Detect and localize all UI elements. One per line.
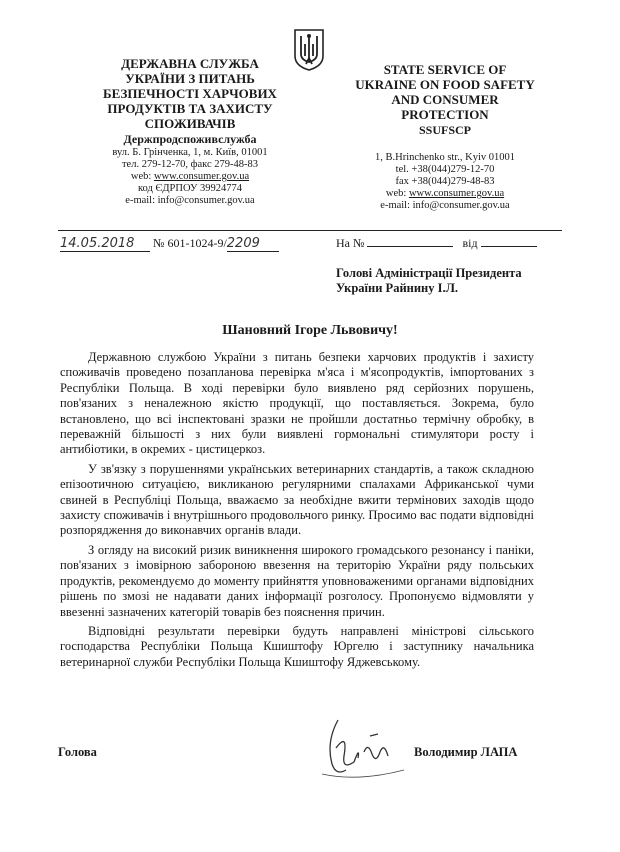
- vid-label: від: [462, 236, 478, 250]
- vid-date-blank: [481, 246, 537, 247]
- signatory-name: Володимир ЛАПА: [414, 745, 518, 759]
- org-name-ua: ДЕРЖАВНА СЛУЖБА УКРАЇНИ З ПИТАНЬ БЕЗПЕЧНОСТІ ХАРЧОВИХ ПРОДУКТІВ ТА ЗАХИСТУ СПОЖИВАЧІВ: [103, 56, 277, 131]
- fax-en: fax +38(044)279-48-83: [395, 176, 495, 187]
- web-label: web:: [130, 171, 154, 182]
- body-paragraph: У зв'язку з порушеннями українських ветеринарних стандартів, а також складною епізоотичною ситуацією, викликаною регулярними спалахами Африканської чуми свиней в Республіці Польща, вважаємо за необхідне вжити термінових заходів щодо захисту споживачів і внутрішнього продовольчого ринку. Просимо вас подати відповідні розпорядження до виконавчих органів влади.: [60, 461, 534, 538]
- org-short-name-en: SSUFSCP: [418, 123, 471, 137]
- address-en: 1, B.Hrinchenko str., Kyiv 01001: [375, 152, 515, 163]
- body-paragraph: З огляду на високий ризик виникнення широкого громадського резонансу і паніки, пов'язаних з імовірною забороною ввезення на територію України ряду польських продуктів, рекомендуємо до моменту прийняття уповноваженими органами відповідних рішень по змозі не надавати даних інформації розголосу. Пропонуємо відмовляти у ввезенні зазначених категорій товарів без пояснення причин.: [60, 542, 534, 619]
- email-en: e-mail: info@consumer.gov.ua: [380, 200, 510, 211]
- phone-fax-ua: тел. 279-12-70, факс 279-48-83: [121, 159, 259, 170]
- body-paragraph: Відповідні результати перевірки будуть направлені міністрові сільського господарства Республіки Польща Кшиштофу Юргелю і заступнику начальника ветеринарної служби Республіки Польща Кшиштофу Яджевському.: [60, 623, 534, 669]
- email-ua: e-mail: info@consumer.gov.ua: [125, 195, 255, 206]
- na-number-blank: [367, 246, 453, 247]
- web-link[interactable]: www.consumer.gov.ua: [153, 171, 250, 182]
- registration-number: 2209: [227, 236, 279, 252]
- na-label: На №: [336, 236, 365, 250]
- letter-body: [60, 350, 534, 674]
- web-ua: [60, 171, 320, 183]
- address-ua: вул. Б. Грінченка, 1, м. Київ, 01001: [112, 147, 268, 158]
- org-name-en: STATE SERVICE OF UKRAINE ON FOOD SAFETY AND CONSUMER PROTECTION: [355, 62, 535, 122]
- signatory-title: Голова: [58, 745, 97, 759]
- web-label: web:: [385, 188, 409, 199]
- web-link[interactable]: www.consumer.gov.ua: [408, 188, 505, 199]
- incoming-reference: [336, 236, 537, 251]
- registration-date: 14.05.2018: [60, 236, 150, 252]
- web-en: [350, 188, 540, 200]
- handwritten-signature-icon: [318, 712, 408, 784]
- letterhead-english: [350, 62, 540, 212]
- registration-number-prefix: № 601-1024-9/: [153, 236, 227, 250]
- tel-en: tel. +38(044)279-12-70: [395, 164, 495, 175]
- letterhead-ukrainian: [60, 56, 320, 207]
- recipient: Голові Адміністрації Президента України Райнину І.Л.: [336, 266, 522, 295]
- header-divider: [58, 230, 562, 231]
- edrpou-code: код ЄДРПОУ 39924774: [137, 183, 243, 194]
- outgoing-registration: [60, 236, 279, 252]
- body-paragraph: Державною службою України з питань безпеки харчових продуктів і захисту споживачів проведено позапланова перевірка м'яса і м'ясопродуктів, імпортованих з Республіки Польща. В ході перевірки було виявлено ряд серйозних порушень, пов'язаних з неналежною якістю продукції, що поставляється. Зокрема, було встановлено, що всі інспектовані зразки не пройшли достатньо термічну обробку, в переважній більшості з них були виявлені гормональні стимулятори росту і антибіотики, в окремих - цистицеркоз.: [60, 350, 534, 457]
- org-short-name-ua: Держпродспоживслужба: [123, 132, 257, 146]
- salutation: Шановний Ігоре Львовичу!: [222, 323, 398, 338]
